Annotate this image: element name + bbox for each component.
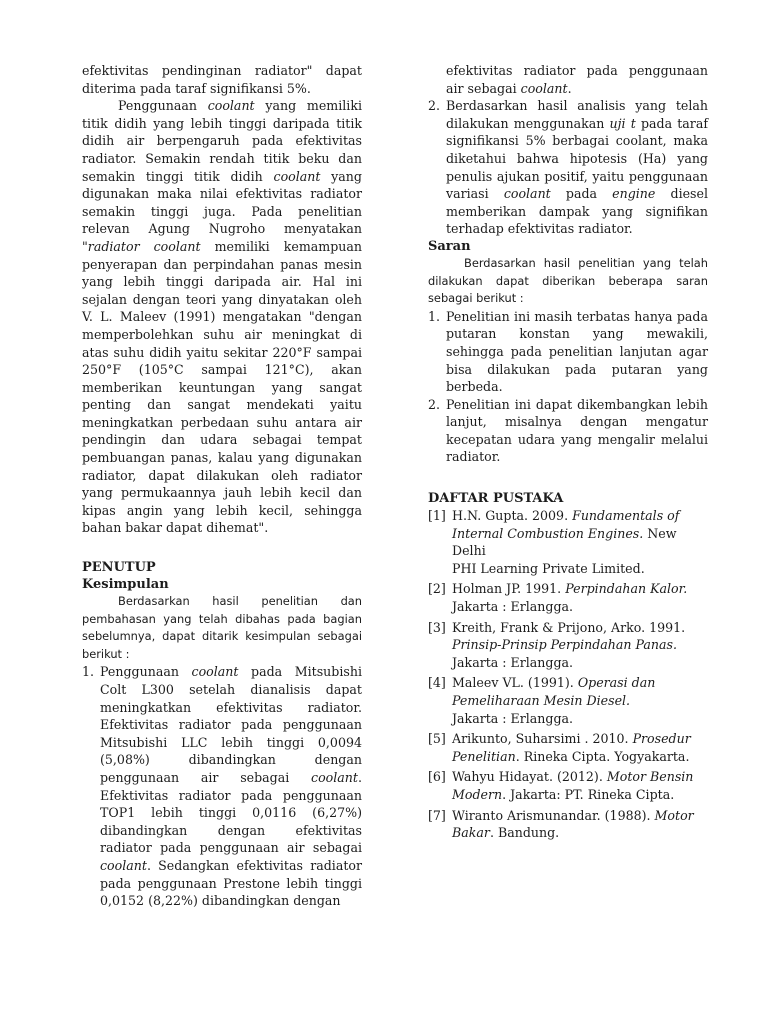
reference-item-5: [5] Arikunto, Suharsimi . 2010. Prosedur Penelitian. Rineka Cipta. Yogyakarta. bbox=[428, 731, 691, 764]
paragraph-coolant-discussion: Penggunaan coolant yang memiliki titik didih yang lebih tinggi daripada titik didih air berpengaruh pada efektivitas radiator. Semakin rendah titik beku dan semakin tinggi titik didih coolant yang digunakan maka nilai efektivitas radiator semakin tinggi juga. Pada penelitian relevan Agung Nugroho menyatakan "radiator coolant memiliki kemampuan penyerapan dan perpindahan panas mesin yang lebih tinggi daripada air. Hal ini sejalan dengan teori yang dinyatakan oleh V. L. Maleev (1991) mengatakan "dengan memperbolehkan suhu air meningkat di atas suhu didih yaitu sekitar 220°F sampai 250°F (105°C sampai 121°C), akan memberikan keuntungan yang sangat penting dan sangat mendekati yaitu meningkatkan perbedaan suhu antara air pendingin dan udara sebagai tempat pembuangan panas, kalau yang digunakan radiator, dapat dilakukan oleh radiator yang permukaannya jauh lebih kecil dan kipas angin yang lebih kecil, sehingga bahan bakar dapat dihemat". bbox=[82, 98, 362, 536]
kesimpulan-list-continued bbox=[428, 62, 708, 238]
left-column bbox=[82, 62, 362, 910]
kesimpulan-list bbox=[82, 663, 362, 909]
kesimpulan-item-1: 1. Penggunaan coolant pada Mitsubishi Colt L300 setelah dianalisis dapat meningkatkan efektivitas radiator. Efektivitas radiator pada penggunaan Mitsubishi LLC lebih tinggi 0,0094 (5,08%) dibandingkan dengan penggunaan air sebagai coolant. Efektivitas radiator pada penggunaan TOP1 lebih tinggi 0,0116 (6,27%) dibandingkan dengan efektivitas radiator pada penggunaan air sebagai coolant. Sedangkan efektivitas radiator pada penggunaan Prestone lebih tinggi 0,0152 (8,22%) dibandingkan dengan bbox=[82, 664, 362, 909]
reference-item-7: [7] Wiranto Arismunandar. (1988). Motor Bakar. Bandung. bbox=[428, 807, 694, 841]
saran-intro: Berdasarkan hasil penelitian yang telah dilakukan dapat diberikan beberapa saran sebagai berikut : bbox=[428, 255, 708, 306]
kesimpulan-intro: Berdasarkan hasil penelitian dan pembahasan yang telah dibahas pada bagian sebelumnya, dapat ditarik kesimpulan sebagai berikut : bbox=[82, 594, 362, 661]
right-column bbox=[428, 62, 708, 845]
heading-saran: Saran bbox=[428, 238, 471, 254]
reference-item-2: [2] Holman JP. 1991. Perpindahan Kalor. Jakarta : Erlangga. bbox=[428, 581, 688, 615]
kesimpulan-item-1-continued: efektivitas radiator pada penggunaan air sebagai coolant. bbox=[446, 63, 708, 96]
saran-list bbox=[428, 308, 708, 466]
reference-list bbox=[428, 507, 708, 842]
heading-penutup: PENUTUP bbox=[82, 560, 156, 576]
reference-item-1: [1] H.N. Gupta. 2009. Fundamentals of Internal Combustion Engines. New Delhi PHI Learning Private Limited. bbox=[428, 508, 680, 576]
paragraph-conclusion-tail: efektivitas pendinginan radiator" dapat diterima pada taraf signifikansi 5%. bbox=[82, 63, 362, 96]
saran-item-2: 2. Penelitian ini dapat dikembangkan lebih lanjut, misalnya dengan mengatur kecepatan udara yang mengalir melalui radiator. bbox=[428, 396, 708, 465]
reference-item-3: [3] Kreith, Frank & Prijono, Arko. 1991. Prinsip-Prinsip Perpindahan Panas. Jakarta : Erlangga. bbox=[428, 619, 686, 670]
kesimpulan-item-2: 2. Berdasarkan hasil analisis yang telah dilakukan menggunakan uji t pada taraf signifikansi 5% berbagai coolant, maka diketahui bahwa hipotesis (Ha) yang penulis ajukan positif, yaitu penggunaan variasi coolant pada engine diesel memberikan dampak yang signifikan terhadap efektivitas radiator. bbox=[428, 98, 708, 237]
heading-daftar-pustaka: DAFTAR PUSTAKA bbox=[428, 491, 564, 507]
reference-item-6: [6] Wahyu Hidayat. (2012). Motor Bensin Modern. Jakarta: PT. Rineka Cipta. bbox=[428, 769, 694, 802]
reference-item-4: [4] Maleev VL. (1991). Operasi dan Pemeliharaan Mesin Diesel. Jakarta : Erlangga. bbox=[428, 675, 656, 726]
saran-item-1: 1. Penelitian ini masih terbatas hanya pada putaran konstan yang mewakili, sehingga pada penelitian lanjutan agar bisa dilakukan pada putaran yang berbeda. bbox=[428, 308, 708, 395]
heading-kesimpulan: Kesimpulan bbox=[82, 577, 169, 593]
